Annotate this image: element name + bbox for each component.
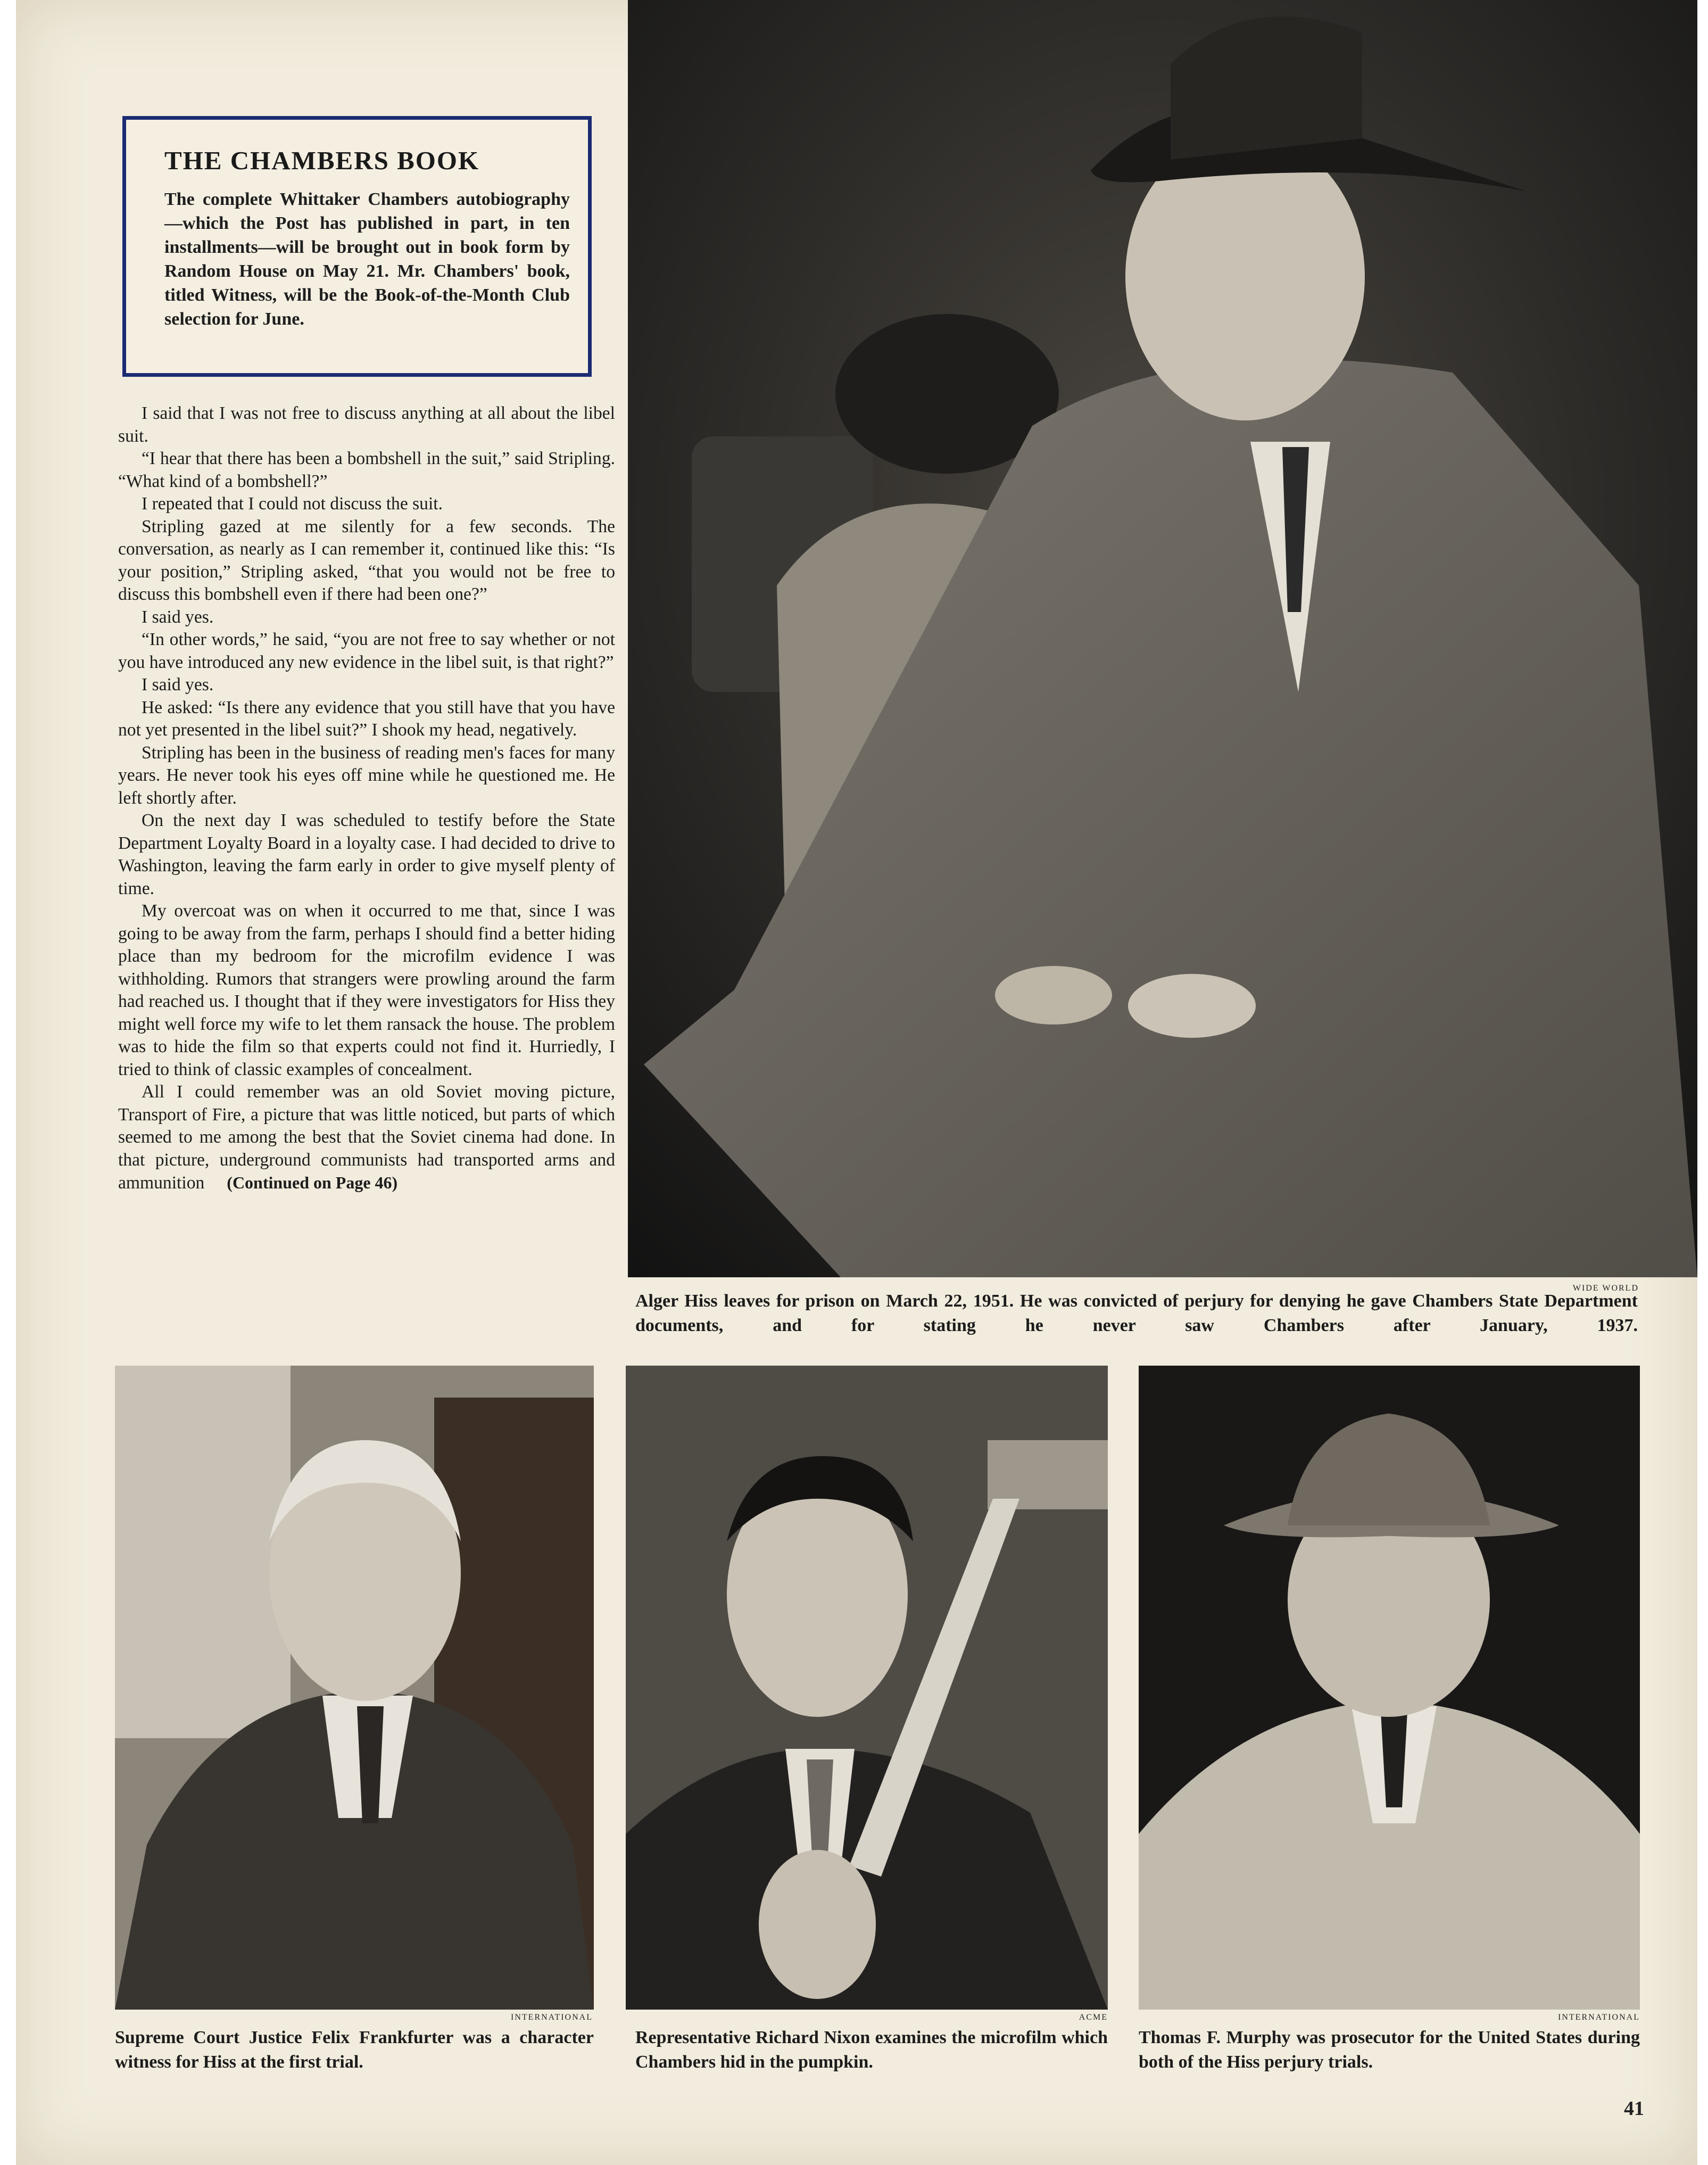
murphy-photo-caption: Thomas F. Murphy was prosecutor for the United States during both of the Hiss perjury trials. <box>1139 2028 1640 2072</box>
last-paragraph-text: All I could remember was an old Soviet moving picture, Transport of Fire, a picture that was little noticed, but parts of which seemed to me among the best that the Soviet cinema had done. In that picture, underground communists had transported arms and ammunition <box>118 1082 615 1193</box>
article-paragraph: “I hear that there has been a bombshell in the suit,” said Stripling. “What kind of a bombshell?” <box>118 449 615 491</box>
article-paragraph: I repeated that I could not discuss the suit. <box>142 494 443 514</box>
article-paragraph: I said yes. <box>142 607 214 627</box>
murphy-photo-credit: INTERNATIONAL <box>1558 2013 1640 2022</box>
box-title: THE CHAMBERS BOOK <box>164 146 480 175</box>
chambers-book-box <box>122 116 592 377</box>
frankfurter-photo-graphic <box>115 1366 594 2010</box>
photo-thomas-murphy <box>1139 1366 1640 2010</box>
article-paragraph: “In other words,” he said, “you are not free to say whether or not you have introduced any new evidence in the libel suit, is that right?” <box>118 630 615 672</box>
continued-note: (Continued on Page 46) <box>227 1173 398 1192</box>
box-text: The complete Whittaker Chambers autobiography—which the Post has published in part, in ten installments—will be brought out in book form by Random House on May 21. Mr. Chambers' book, titled Witness, will be the Book-of-the-Month Club selection for June. <box>164 189 570 329</box>
photo-felix-frankfurter <box>115 1366 594 2010</box>
article-body <box>118 402 615 1195</box>
photo-alger-hiss <box>628 0 1697 1277</box>
frankfurter-photo-credit: INTERNATIONAL <box>511 2013 593 2022</box>
hiss-photo-credit: WIDE WORLD <box>1572 1284 1639 1293</box>
hiss-photo-graphic <box>628 0 1697 1277</box>
article-paragraph: On the next day I was scheduled to testify before the State Department Loyalty Board in a loyalty case. I had decided to drive to Washington, leaving the farm early in order to give myself plenty of time. <box>118 811 615 898</box>
page-number: 41 <box>1624 2097 1644 2120</box>
article-paragraph: My overcoat was on when it occurred to me that, since I was going to be away from the farm, perhaps I should find a better hiding place than my bedroom for the microfilm evidence I was withholding. Rumors that strangers were prowling around the farm had reached us. I thought that if they were investigators for Hiss they might well force my wife to let them ransack the house. The problem was to hide the film so that experts could not find it. Hurriedly, I tried to think of classic examples of concealment. <box>118 901 615 1079</box>
article-paragraph: Stripling gazed at me silently for a few seconds. The conversation, as nearly as I can remember it, continued like this: “Is your position,” Stripling asked, “that you would not be free to discuss this bombshell even if there had been one?” <box>118 516 615 604</box>
photo-richard-nixon <box>626 1366 1108 2010</box>
magazine-page <box>16 0 1697 2165</box>
nixon-photo-caption: Representative Richard Nixon examines the microfilm which Chambers hid in the pumpkin. <box>635 2028 1108 2072</box>
article-paragraph: I said yes. <box>142 675 214 695</box>
article-paragraph: He asked: “Is there any evidence that you still have that you have not yet presented in the libel suit?” I shook my head, negatively. <box>118 697 615 740</box>
hiss-photo-caption: Alger Hiss leaves for prison on March 22, 1951. He was convicted of perjury for denying he gave Chambers State Department documents, and for stating he never saw Chambers after January, 1937. <box>635 1291 1638 1335</box>
nixon-photo-graphic <box>626 1366 1108 2010</box>
murphy-photo-graphic <box>1139 1366 1640 2010</box>
nixon-photo-credit: ACME <box>1079 2013 1108 2022</box>
article-paragraph: Stripling has been in the business of reading men's faces for many years. He never took his eyes off mine while he questioned me. He left shortly after. <box>118 742 615 808</box>
article-last-paragraph <box>118 1081 615 1195</box>
article-paragraph: I said that I was not free to discuss anything at all about the libel suit. <box>118 403 615 446</box>
frankfurter-photo-caption: Supreme Court Justice Felix Frankfurter was a character witness for Hiss at the first trial. <box>115 2028 594 2072</box>
